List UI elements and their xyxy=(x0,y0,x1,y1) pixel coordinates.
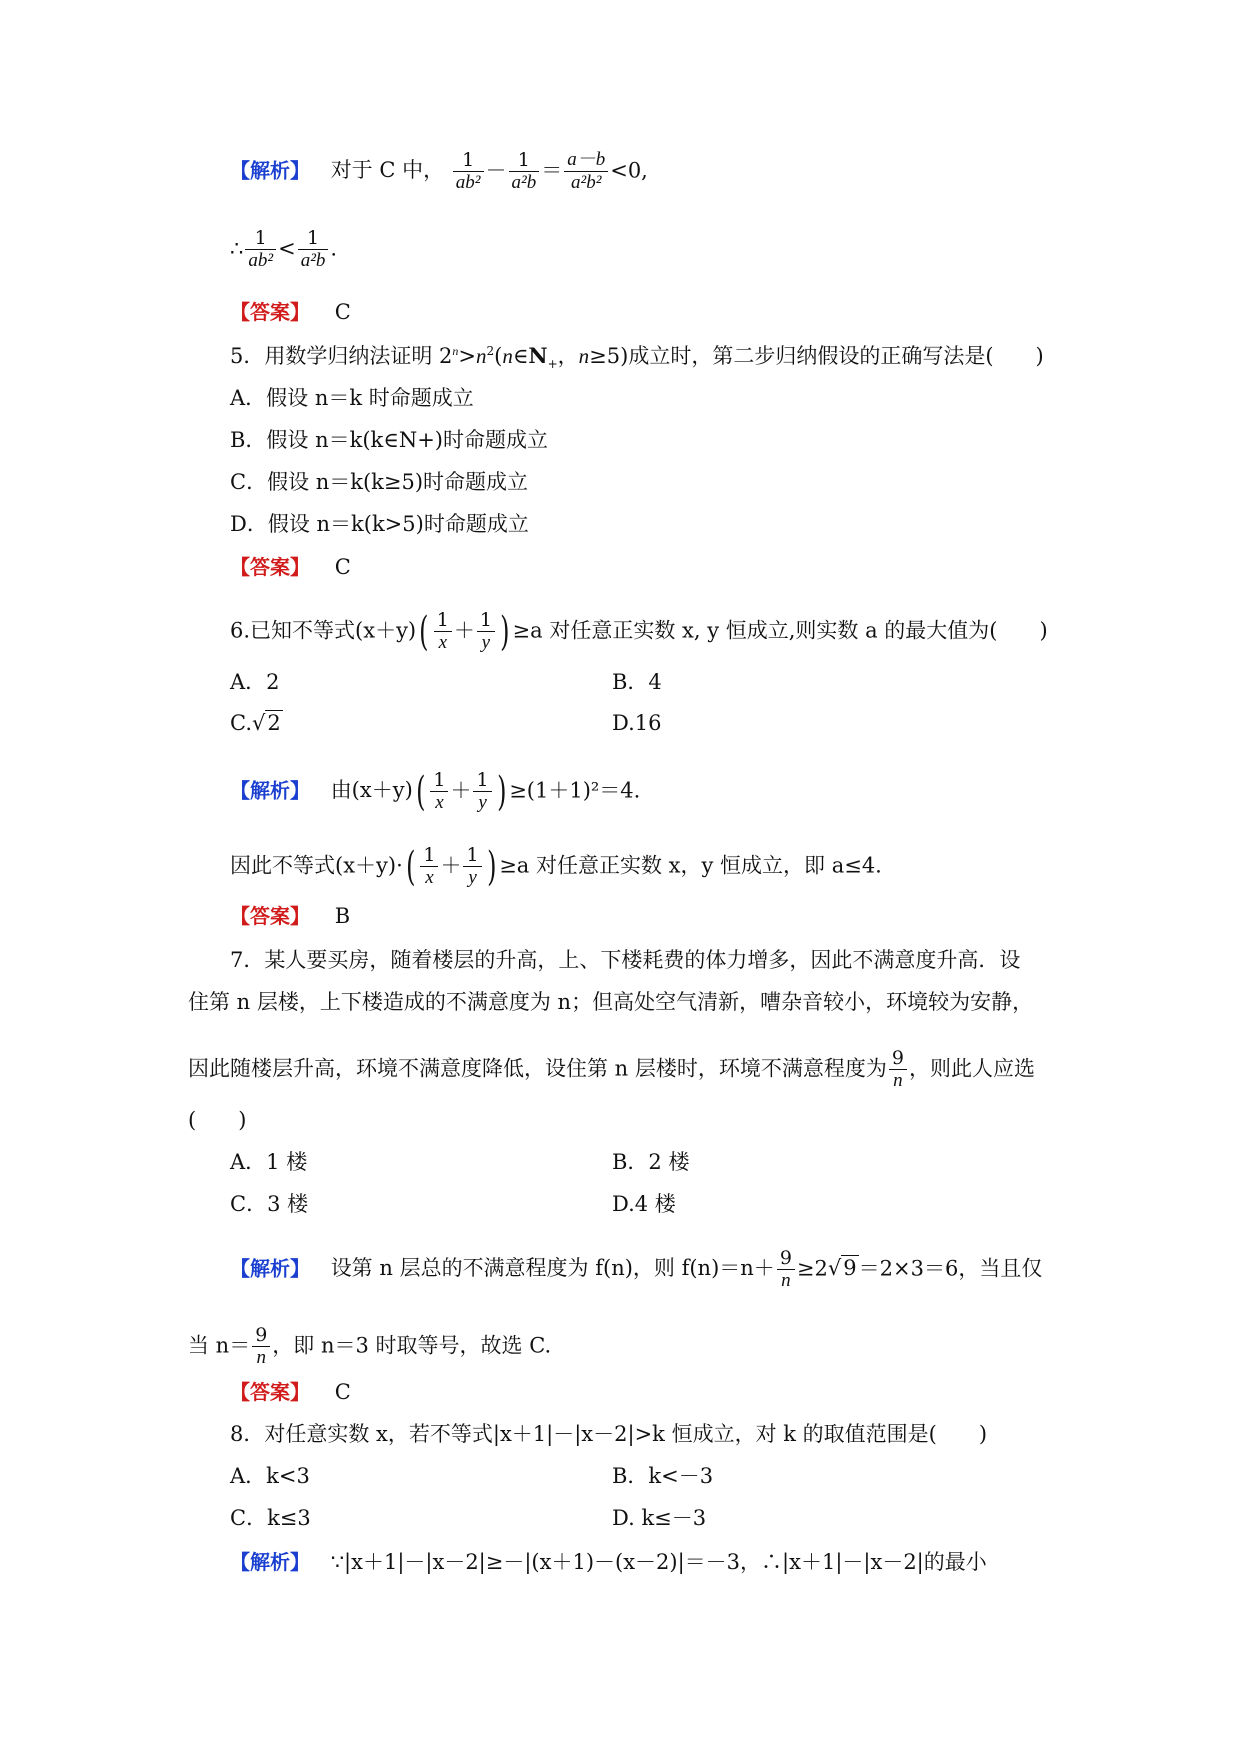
question-5-option-a: A．假设 n＝k 时命题成立 xyxy=(230,386,474,410)
question-6: 6.已知不等式(x＋y)( $\frac{1}{x}$ ＋ $\frac{1}{y}$ ) ≥a 对任意正实数 x, y 恒成立,则实数 a 的最大值为( ) xyxy=(230,608,1048,655)
analysis-tag: 【解析】 xyxy=(230,778,310,803)
question-7-line-4: ( ) xyxy=(188,1108,247,1132)
solution-6-line-1: 【解析】 由(x＋y)( $\frac{1}{x}$ ＋ $\frac{1}{y}$ ) ≥(1＋1)²＝4. xyxy=(230,768,641,815)
answer-tag: 【答案】 xyxy=(230,555,310,579)
fraction-amb-over-a2b2: $\frac{a-b}{\text{a²b²}}$ xyxy=(564,150,608,194)
fraction-1-over-y: $\frac{1}{y}$ xyxy=(477,610,495,654)
question-5-option-d: D．假设 n＝k(k>5)时命题成立 xyxy=(230,512,529,536)
fraction-1-over-x: $\frac{1}{x}$ xyxy=(434,610,452,654)
fraction-1-over-ab2: $\frac{1}{\text{ab²}}$ xyxy=(245,228,276,272)
question-7-option-b: B．2 楼 xyxy=(612,1150,690,1174)
fraction-1-over-x: $\frac{1}{x}$ xyxy=(430,770,448,814)
fraction-1-over-a2b: $\frac{1}{\text{a²b}}$ xyxy=(298,228,329,272)
question-6-option-b: B．4 xyxy=(612,670,662,694)
fraction-9-over-n: $\frac{9}{n}$ xyxy=(777,1248,795,1292)
answer-4: 【答案】 C xyxy=(230,300,351,324)
fraction-1-over-a2b: $\frac{1}{\text{a²b}}$ xyxy=(509,150,540,194)
solution-7-line-1: 【解析】 设第 n 层总的不满意程度为 f(n)，则 f(n)＝n＋ $\frac{9}{n}$ ≥2√9＝2×3＝6，当且仅 xyxy=(230,1247,1043,1291)
solution-6-line-2: 因此不等式(x＋y)·( $\frac{1}{x}$ ＋ $\frac{1}{y}$ ) ≥a 对任意正实数 x，y 恒成立，即 a≤4. xyxy=(230,843,882,890)
answer-7: 【答案】 C xyxy=(230,1380,351,1404)
question-6-option-a: A．2 xyxy=(230,670,280,694)
fraction-1-over-x: $\frac{1}{x}$ xyxy=(420,845,438,889)
solution-8-line-1: 【解析】 ∵|x＋1|－|x－2|≥－|(x＋1)－(x－2)|＝－3，∴|x＋1|－|x－2|的最小 xyxy=(230,1550,987,1574)
answer-tag: 【答案】 xyxy=(230,1380,310,1404)
fraction-1-over-ab2: $\frac{1}{\text{ab²}}$ xyxy=(453,150,484,194)
answer-tag: 【答案】 xyxy=(230,300,310,324)
question-8-option-b: B．k<－3 xyxy=(612,1464,714,1488)
question-5-option-b: B．假设 n＝k(k∈N+)时命题成立 xyxy=(230,428,548,452)
solution-text: 对于 C 中， xyxy=(330,158,445,183)
question-6-option-c: C.√2 xyxy=(230,711,281,735)
question-8: 8．对任意实数 x，若不等式|x＋1|－|x－2|>k 恒成立，对 k 的取值范围是( ) xyxy=(230,1422,988,1446)
fraction-1-over-y: $\frac{1}{y}$ xyxy=(463,845,481,889)
question-7-option-c: C．3 楼 xyxy=(230,1192,309,1216)
answer-5: 【答案】 C xyxy=(230,555,351,579)
question-5: 5．用数学归纳法证明 $2^n>n^2(n\in N_+$，n≥5)成立时，第二步归纳假设的正确写法是( ) xyxy=(230,343,1044,372)
question-5-option-c: C．假设 n＝k(k≥5)时命题成立 xyxy=(230,470,529,494)
question-7-option-a: A．1 楼 xyxy=(230,1150,308,1174)
analysis-tag: 【解析】 xyxy=(230,1256,310,1281)
question-6-option-d: D.16 xyxy=(612,711,662,735)
solution-4-line-2: ∴ $\frac{1}{\text{ab²}}$ < $\frac{1}{\text{a²b}}$ . xyxy=(230,227,338,271)
question-7-line-1: 7．某人要买房，随着楼层的升高，上、下楼耗费的体力增多，因此不满意度升高．设 xyxy=(230,948,1021,972)
question-7-line-2: 住第 n 层楼，上下楼造成的不满意度为 n；但高处空气清新，嘈杂音较小，环境较为安静， xyxy=(188,990,1034,1014)
fraction-1-over-y: $\frac{1}{y}$ xyxy=(473,770,491,814)
analysis-tag: 【解析】 xyxy=(230,158,310,183)
question-7-option-d: D.4 楼 xyxy=(612,1192,676,1216)
sqrt-icon: √2 xyxy=(252,711,281,735)
question-7-line-3: 因此随楼层升高，环境不满意度降低，设住第 n 层楼时，环境不满意程度为 $\frac{9}{n}$ ，则此人应选 xyxy=(188,1047,1035,1091)
sqrt-icon: √9 xyxy=(827,1256,857,1281)
question-8-option-c: C．k≤3 xyxy=(230,1506,311,1530)
fraction-9-over-n: $\frac{9}{n}$ xyxy=(252,1325,270,1369)
solution-7-line-2: 当 n＝ $\frac{9}{n}$ ，即 n＝3 时取等号，故选 C. xyxy=(188,1324,552,1368)
question-8-option-d: D. k≤－3 xyxy=(612,1506,707,1530)
fraction-9-over-n: $\frac{9}{n}$ xyxy=(889,1048,907,1092)
answer-6: 【答案】 B xyxy=(230,904,351,928)
solution-4-line-1: 【解析】 对于 C 中， $\frac{1}{\text{ab²}}$ － $\frac{1}{\text{a²b}}$ ＝ $\frac{a-b}{\text{a²b²}}$ <0, xyxy=(230,149,648,193)
answer-tag: 【答案】 xyxy=(230,904,310,928)
analysis-tag: 【解析】 xyxy=(230,1550,310,1574)
question-8-option-a: A．k<3 xyxy=(230,1464,310,1488)
